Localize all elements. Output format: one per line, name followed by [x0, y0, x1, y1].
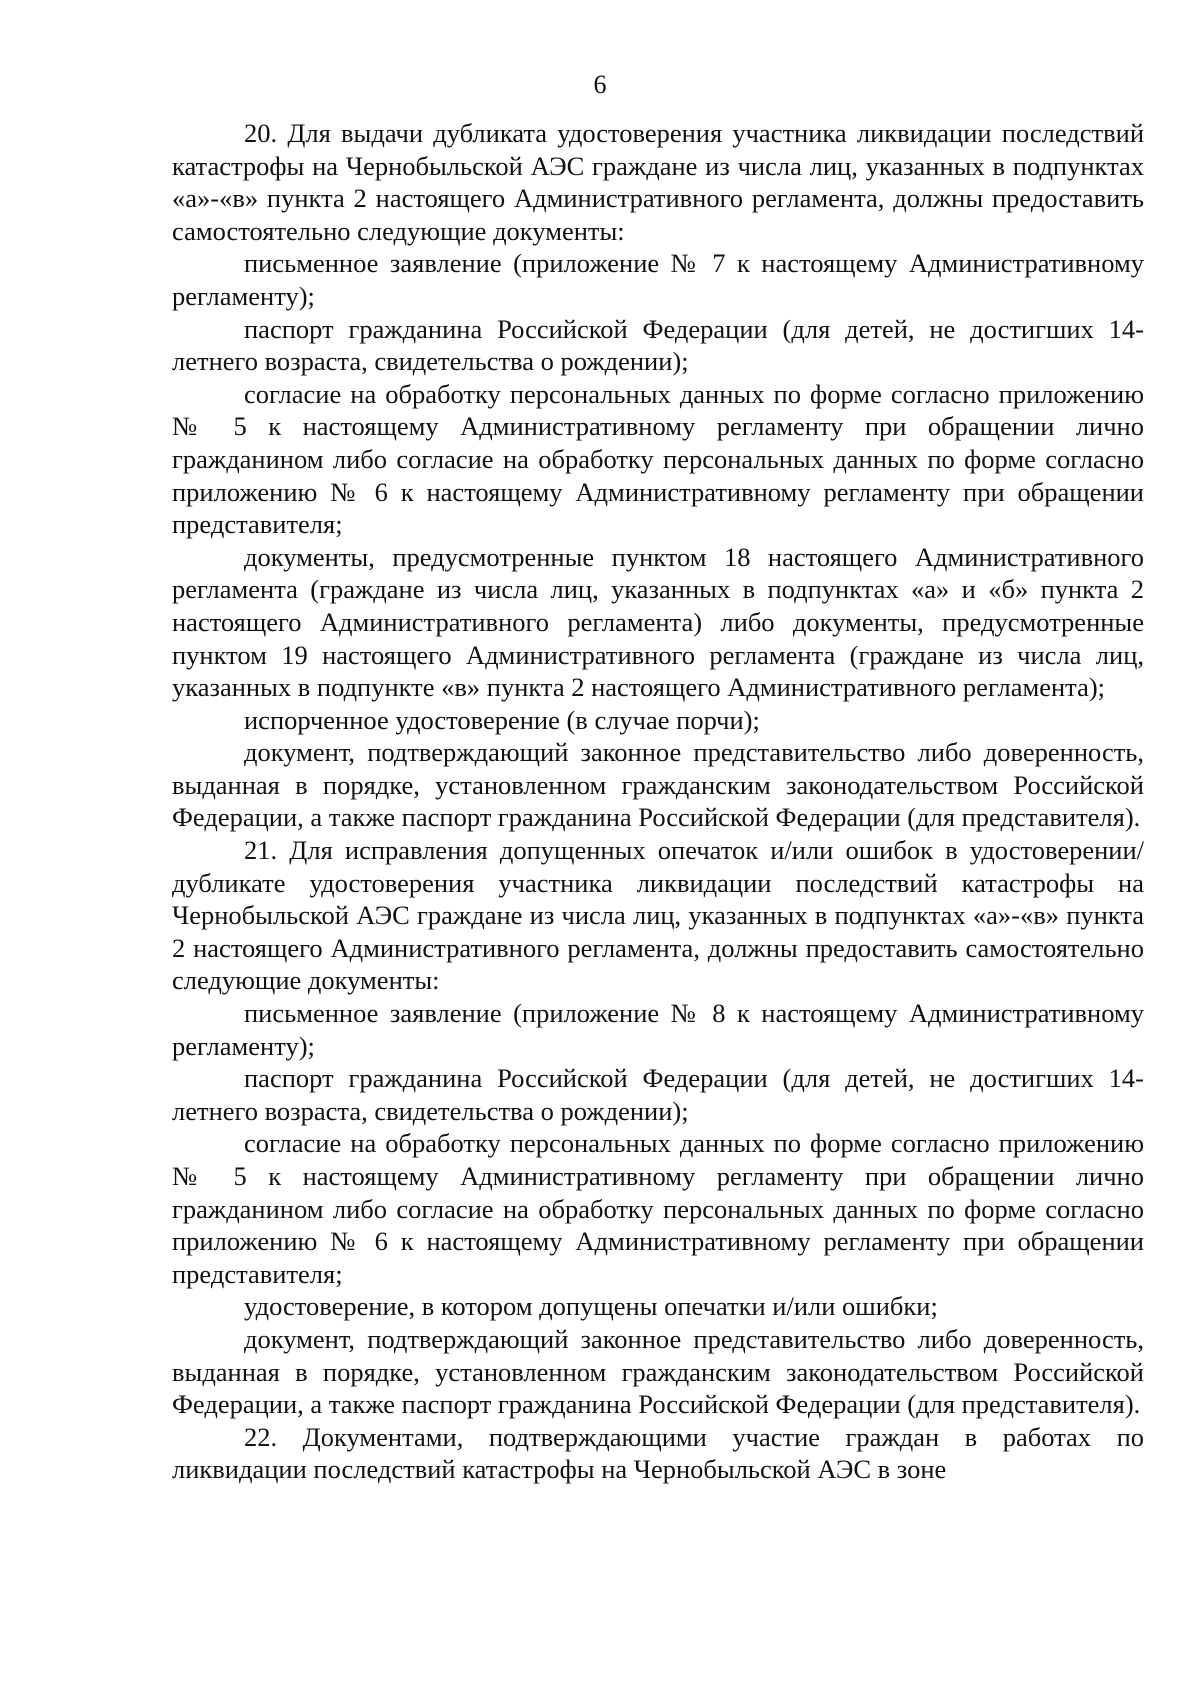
- list-item-certificate-with-errors: удостоверение, в котором допущены опечатки и/или ошибки;: [244, 1291, 938, 1322]
- list-item-representation-document-2: документ, подтверждающий законное представительство либо доверенность, выданная в порядке, установленном гражданским законодательством Российской Федерации, а также паспорт гражданина Российской Федерации (для представителя).: [172, 1323, 1144, 1420]
- list-item-representation-document: документ, подтверждающий законное представительство либо доверенность, выданная в порядке, установленном гражданским законодательством Российской Федерации, а также паспорт гражданина Российской Федерации (для представителя).: [172, 737, 1144, 833]
- list-item-passport: паспорт гражданина Российской Федерации (для детей, не достигших 14-летнего возраста, свидетельства о рождении);: [172, 313, 1144, 377]
- document-body: [172, 117, 1144, 1486]
- list-item-written-application-2: письменное заявление (приложение № 8 к настоящему Административному регламенту);: [172, 998, 1144, 1061]
- paragraph-21-intro: 21. Для исправления допущенных опечаток и/или ошибок в удостоверении/дубликате удостоверения участника ликвидации последствий катастрофы на Чернобыльской АЭС граждане из числа лиц, указанных в подпунктах «а»-«в» пункта 2 настоящего Административного регламента, должны предоставить самостоятельно следующие документы:: [172, 835, 1144, 996]
- list-item-passport-2: паспорт гражданина Российской Федерации (для детей, не достигших 14-летнего возраста, свидетельства о рождении);: [172, 1063, 1144, 1126]
- list-item-documents-18-19: документы, предусмотренные пунктом 18 настоящего Административного регламента (граждане из числа лиц, указанных в подпунктах «а» и «б» пункта 2 настоящего Административного регламента) либо документы, предусмотренные пунктом 19 настоящего Административного регламента (граждане из числа лиц, указанных в подпункте «в» пункта 2 настоящего Административного регламента);: [172, 541, 1144, 703]
- list-item-written-application: письменное заявление (приложение № 7 к настоящему Административному регламенту);: [172, 248, 1144, 311]
- list-item-personal-data-consent: согласие на обработку персональных данных по форме согласно приложению № 5 к настоящему Административному регламенту при обращении лично гражданином либо согласие на обработку персональных данных по форме согласно приложению № 6 к настоящему Административному регламенту при обращении представителя;: [172, 378, 1144, 540]
- paragraph-22-intro: 22. Документами, подтверждающими участие граждан в работах по ликвидации последствий катастрофы на Чернобыльской АЭС в зоне: [172, 1421, 1144, 1485]
- page-number: 6: [593, 70, 607, 99]
- list-item-personal-data-consent-2: согласие на обработку персональных данных по форме согласно приложению № 5 к настоящему Административному регламенту при обращении лично гражданином либо согласие на обработку персональных данных по форме согласно приложению № 6 к настоящему Административному регламенту при обращении представителя;: [172, 1128, 1144, 1289]
- paragraph-20-intro: 20. Для выдачи дубликата удостоверения участника ликвидации последствий катастрофы на Чернобыльской АЭС граждане из числа лиц, указанных в подпунктах «а»-«в» пункта 2 настоящего Административного регламента, должны предоставить самостоятельно следующие документы:: [172, 118, 1144, 246]
- list-item-damaged-certificate: испорченное удостоверение (в случае порчи);: [244, 704, 760, 735]
